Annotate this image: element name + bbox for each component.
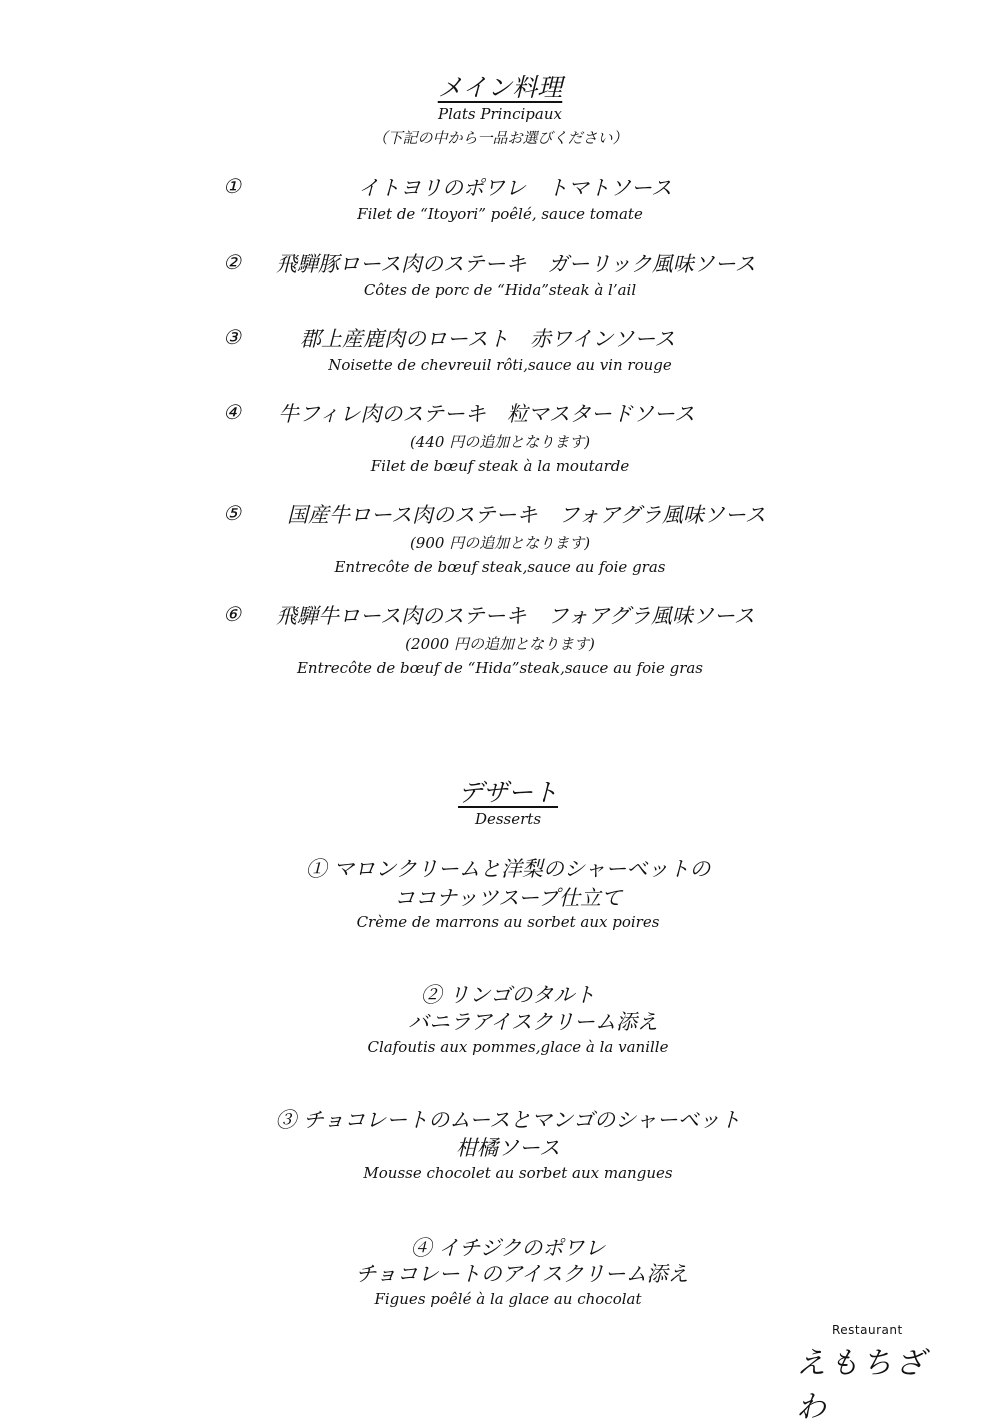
main-item-1-fr: Filet de “Itoyori” poêlé, sauce tomate (357, 205, 643, 223)
logo-name: えもちざわ (796, 1346, 928, 1425)
dessert-item-1-fr: Crème de marrons au sorbet aux poires (356, 913, 660, 931)
main-item-6-number: ⑥ (223, 602, 241, 626)
main-item-4-jp: 牛フィレ肉のステーキ 粒マスタードソース (278, 402, 695, 426)
main-item-6-jp: 飛騨牛ロース肉のステーキ フォアグラ風味ソース (276, 604, 755, 628)
logo-restaurant-label: Restaurant (832, 1323, 903, 1337)
restaurant-logo (790, 1320, 940, 1425)
main-item-1-number: ① (223, 174, 241, 198)
dessert-item-3-fr: Mousse chocolet au sorbet aux mangues (363, 1164, 673, 1182)
main-item-4-extra: (440 円の追加となります) (409, 433, 591, 451)
main-item-3-fr: Noisette de chevreuil rôti,sauce au vin rouge (328, 356, 672, 374)
main-item-5-fr: Entrecôte de bœuf steak,sauce au foie gras (334, 558, 666, 576)
main-item-2-number: ② (223, 250, 241, 274)
dessert-item-1-jp-line1: ① マロンクリームと洋梨のシャーベットの (305, 857, 711, 881)
dessert-item-2-jp-line1: ② リンゴのタルト (420, 983, 596, 1007)
main-item-6-extra: (2000 円の追加となります) (405, 635, 595, 653)
main-item-5-extra: (900 円の追加となります) (409, 534, 591, 552)
main-title: メイン料理 (437, 73, 563, 102)
dessert-subtitle: Desserts (474, 810, 542, 828)
dessert-item-2-fr: Clafoutis aux pommes,glace à la vanille (367, 1038, 669, 1056)
main-subtitle: Plats Principaux (438, 105, 562, 123)
main-item-3-number: ③ (223, 325, 241, 349)
main-item-2-fr: Côtes de porc de “Hida”steak à l’ail (363, 281, 637, 299)
dessert-item-4-jp-line2: チョコレートのアイスクリーム添え (355, 1262, 689, 1286)
main-note: （下記の中から一品お選びください） (372, 129, 628, 147)
dessert-item-3-jp-line1: ③ チョコレートのムースとマンゴのシャーベット (275, 1108, 741, 1132)
dessert-item-4-fr: Figues poêlé à la glace au chocolat (374, 1290, 642, 1308)
main-item-5-number: ⑤ (223, 501, 241, 525)
main-item-6-fr: Entrecôte de bœuf de “Hida”steak,sauce au foie gras (296, 659, 704, 677)
main-item-2-jp: 飛騨豚ロース肉のステーキ ガーリック風味ソース (276, 252, 756, 276)
dessert-item-4-jp-line1: ④ イチジクのポワレ (410, 1236, 606, 1260)
dessert-item-1-jp-line2: ココナッツスープ仕立て (393, 886, 623, 910)
main-item-4-fr: Filet de bœuf steak à la moutarde (370, 457, 630, 475)
dessert-title: デザート (457, 778, 558, 807)
main-item-3-jp: 郡上産鹿肉のロースト 赤ワインソース (300, 327, 676, 351)
main-item-5-jp: 国産牛ロース肉のステーキ フォアグラ風味ソース (287, 503, 766, 527)
main-item-4-number: ④ (223, 400, 241, 424)
main-item-1-jp: イトヨリのポワレ トマトソース (358, 176, 672, 200)
dessert-item-2-jp-line2: バニラアイスクリーム添え (408, 1010, 658, 1034)
dessert-item-3-jp-line2: 柑橘ソース (456, 1136, 560, 1160)
